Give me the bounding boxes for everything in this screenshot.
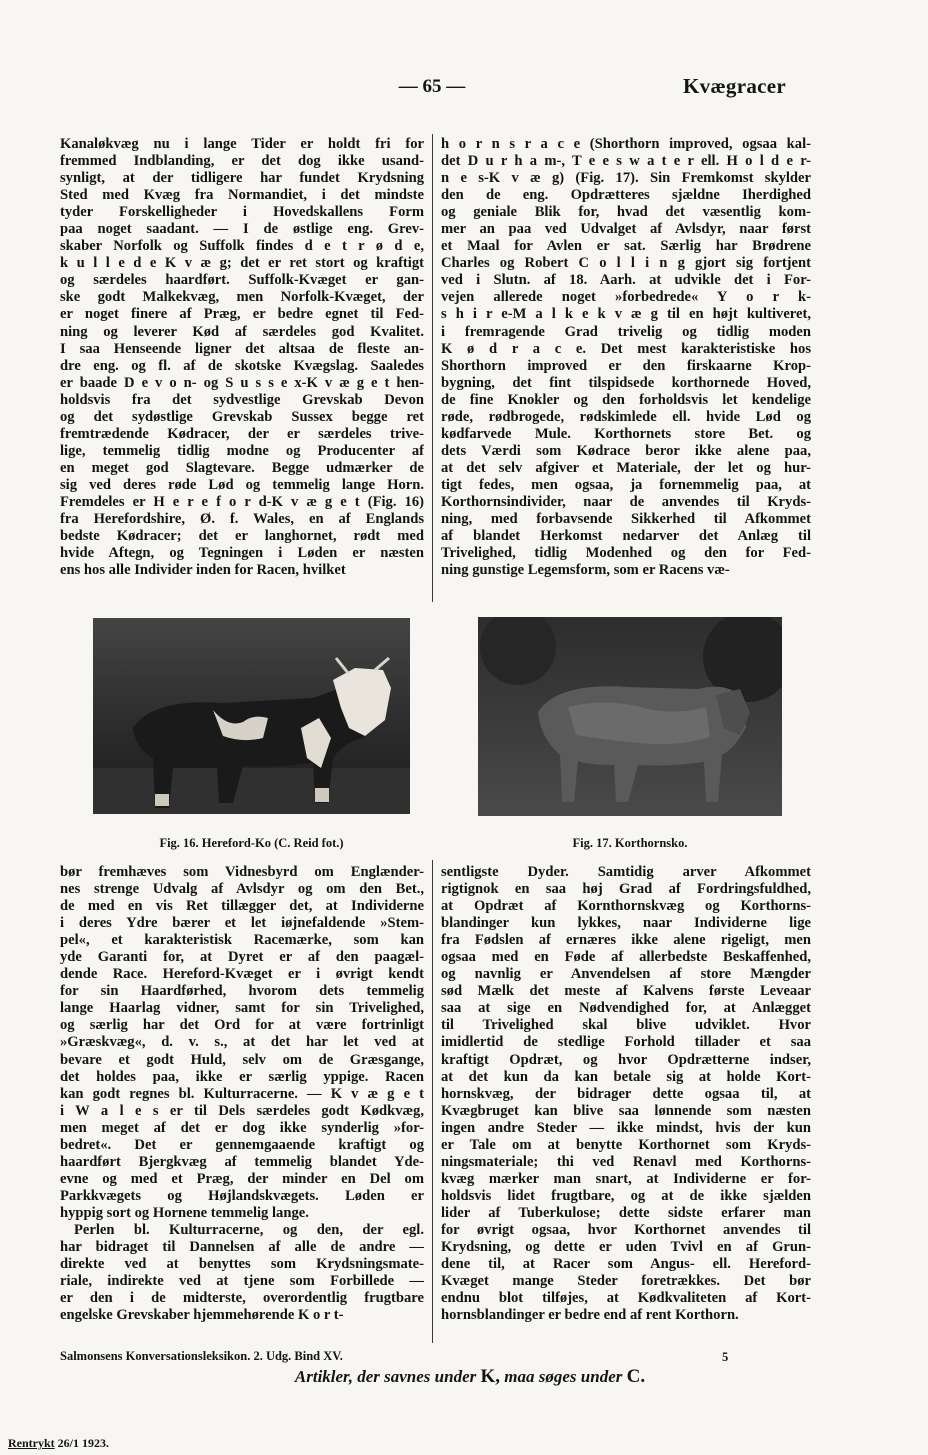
text-line: lange Haarlag vidner, samt for sin Trivelighed, xyxy=(60,1000,424,1017)
text-line: pel«, et karakteristisk Racemærke, som kan xyxy=(60,932,424,949)
text-line: Fremdeles er H e r e f o r d-K v æ g e t (Fig. 16) xyxy=(60,493,424,510)
text-line: fremmed Indblanding, er det dog ikke usand- xyxy=(60,153,424,170)
text-line: lider af Tuberkulose; dette sidste erfarer man xyxy=(441,1204,811,1221)
text-line: de med en vis Ret tillægger det, at Individerne xyxy=(60,898,424,915)
text-line: har bidraget til Dannelsen af alle de andre — xyxy=(60,1239,424,1256)
text-line: at det kun da kan betale sig at holde Kort- xyxy=(441,1068,811,1085)
text-line: ning gunstige Legemsform, som er Racens væ- xyxy=(441,562,730,579)
text-line: Kanaløkvæg nu i lange Tider er holdt fri for xyxy=(60,136,424,152)
text-line: og geniale Blik for, hvad det væsentlig kom- xyxy=(441,204,811,221)
text-line: for øvrigt ogsaa, hvor Korthornet anvendes til xyxy=(441,1221,811,1238)
figure-hereford-cow-photo xyxy=(93,618,410,814)
text-line: paa noget saadant. — I de østlige eng. Grev- xyxy=(60,221,424,238)
cross-reference-note xyxy=(200,1366,740,1388)
text-line: og særdeles haardført. Suffolk-Kvæget er gan- xyxy=(60,272,424,289)
text-line: Sted med Kvæg fra Normandiet, i det mindste xyxy=(60,187,424,204)
reprint-date: 26/1 1923. xyxy=(57,1436,110,1450)
text-line: og særlig har det Ord for at være fortrinligt xyxy=(60,1017,424,1034)
text-line: saa at sige en Nødvendighed for, at Anlægget xyxy=(441,1000,811,1017)
text-line: den de eng. Opdrætteres sjældne Iherdighed xyxy=(441,187,811,204)
text-line: til Trivelighed skal blive udviklet. Hvor xyxy=(441,1017,811,1034)
text-line: Trivelighed, tidlig Modenhed og den for Fed- xyxy=(441,545,811,562)
text-line: ning, med forbavsende Sikkerhed til Afkommet xyxy=(441,511,811,528)
text-line: ved i Slutn. af 18. Aarh. at udvikle det i For- xyxy=(441,272,811,289)
text-line: ning og leverer Kød af særdeles god Kvalitet. xyxy=(60,323,424,340)
text-line: k u l l e d e K v æ g; det er ret stort og kraftigt xyxy=(60,255,424,272)
text-line: bedret«. Det er gennemgaaende kraftigt og xyxy=(60,1136,424,1153)
text-line: fra Herefordshire, Ø. f. Wales, en af Englands xyxy=(60,511,424,528)
text-line: de fine Knokler og den forholdsvis let kendelige xyxy=(441,391,811,408)
text-line: en meget god Slagtevare. Begge udmærker de xyxy=(60,459,424,476)
text-line: er noget finere af Præg, er bedre egnet til Fed- xyxy=(60,306,424,323)
column-left-top xyxy=(60,136,424,579)
text-line: i deres Ydre bærer et let iøjnefaldende »Stem- xyxy=(60,915,424,932)
signature-mark: 5 xyxy=(722,1350,729,1364)
text-line: fra Fødslen af ernæres ikke alene rigeligt, men xyxy=(441,932,811,949)
text-line: direkte ved at benyttes som Krydsningsmate- xyxy=(60,1256,424,1273)
text-line: dene til, at Racer som Angus- ell. Hereford- xyxy=(441,1256,811,1273)
figure-shorthorn-cow-photo xyxy=(478,617,782,816)
reprint-label: Rentrykt xyxy=(8,1436,55,1450)
note-letter-c: C. xyxy=(626,1366,646,1387)
text-line: bygning, det fint tilspidsede korthornede Hoved, xyxy=(441,374,811,391)
text-line: kan godt regnes bl. Kulturracerne. — K v æ g e t xyxy=(60,1085,424,1102)
text-line: riale, indirekte ved at tjene som Forbillede — xyxy=(60,1273,424,1290)
text-line: Perlen bl. Kulturracerne, og den, der egl. xyxy=(74,1221,424,1238)
text-line: ske godt Malkekvæg, men Norfolk-Kvæget, der xyxy=(60,289,424,306)
text-line: nes strenge Udvalg af Avlsdyr og om den Bet., xyxy=(60,881,424,898)
running-title: Kvægracer xyxy=(683,74,786,98)
text-line: og navnlig er Anvendelsen af store Mængder xyxy=(441,966,811,983)
page-number: — 65 — xyxy=(398,76,466,97)
text-line: yde Garanti for, at Dyret er af den paagæl- xyxy=(60,949,424,966)
text-line: er baade D e v o n- og S u s s e x-K v æ g e t hen- xyxy=(60,374,424,391)
text-line: Krydsning, og dette er uden Tvivl en af Grun- xyxy=(441,1239,811,1256)
text-line: tyder Forskelligheder i Hovedskallens Form xyxy=(60,204,424,221)
text-line: fremtrædende Kødracer, der er særdeles trive- xyxy=(60,425,424,442)
column-right-top xyxy=(441,136,811,579)
text-line: »Græskvæg«, d. v. s., at det har let ved at xyxy=(60,1034,424,1051)
text-line: engelske Grevskaber hjemmehørende K o r t- xyxy=(60,1307,344,1324)
text-line: at det selv afgiver et Materiale, der let og hur- xyxy=(441,459,811,476)
text-line: holdsvis fra det sydvestlige Grevskab Devon xyxy=(60,391,424,408)
note-letter-k: K, xyxy=(480,1366,501,1387)
text-line: røde, rødbrogede, rødskimlede ell. hvide Lød og xyxy=(441,408,811,425)
text-line: lige, temmelig tidlig modne og Producenter af xyxy=(60,442,424,459)
text-line: ogsaa med en Føde af allerbedste Beskaffenhed, xyxy=(441,949,811,966)
text-line: sød Mælk det meste af Kalvens første Leveaar xyxy=(441,983,811,1000)
text-line: vejen allerede noget »forbedrede« Y o r k- xyxy=(441,289,811,306)
text-line: Parkkvægets og Højlandskvægets. Løden er xyxy=(60,1187,424,1204)
text-line: i fremragende Grad trivelig og tidlig moden xyxy=(441,323,811,340)
text-line: er Tale om at benytte Korthornet som Kryds- xyxy=(441,1136,811,1153)
text-line: evne og med et Præg, der minder en Del om xyxy=(60,1170,424,1187)
text-line: hornskvæg, der bidrager dette ogsaa til, at xyxy=(441,1085,811,1102)
publication-line: Salmonsens Konversationsleksikon. 2. Udg. Bind XV. xyxy=(60,1349,343,1363)
text-line: n e s-K v æ g) (Fig. 17). Sin Fremkomst skylder xyxy=(441,170,811,187)
text-line: et Maal for Avlen er sat. Særlig har Brødrene xyxy=(441,238,811,255)
text-line: hyppig sort og Hornene temmelig lange. xyxy=(60,1204,309,1221)
text-line: kødfarvede Mule. Korthornets store Bet. og xyxy=(441,425,811,442)
text-line: endnu blot tilføjes, at Kødkvaliteten af Kort- xyxy=(441,1290,811,1307)
text-line: haardført Bjergkvæg af temmelig blandet Yde- xyxy=(60,1153,424,1170)
text-line: dende Race. Hereford-Kvæget er i øvrigt kendt xyxy=(60,966,424,983)
text-line: h o r n s r a c e (Shorthorn improved, ogsaa kal- xyxy=(441,136,811,152)
text-line: I saa Henseende ligner det altsaa de fleste an- xyxy=(60,340,424,357)
text-line: dets Værdi som Kødrace beror ikke alene paa, xyxy=(441,442,811,459)
text-line: sentligste Dyder. Samtidig arver Afkommet xyxy=(441,864,811,880)
column-rule-bottom xyxy=(432,860,433,1343)
text-line: Shorthorn improved er den firskaarne Krop- xyxy=(441,357,811,374)
column-rule-top xyxy=(432,134,433,602)
text-line: dre eng. og fl. af de skotske Kvægslag. Saaledes xyxy=(60,357,424,374)
text-line: ens hos alle Individer inden for Racen, hvilket xyxy=(60,562,346,579)
text-line: men meget af det er dog ikke synderlig »for- xyxy=(60,1119,424,1136)
figure-16-caption: Fig. 16. Hereford-Ko (C. Reid fot.) xyxy=(159,836,344,850)
text-line: Korthornsindivider, naar de anvendes til Kryds- xyxy=(441,493,811,510)
text-line: det D u r h a m-, T e e s w a t e r ell. H o l d e r- xyxy=(441,153,811,170)
text-line: og det sydøstlige Grevskab Sussex begge ret xyxy=(60,408,424,425)
text-line: kraftigt Opdræt, og hvor Opdrætterne indser, xyxy=(441,1051,811,1068)
text-line: Kvæget mange Steder foretrækkes. Det bør xyxy=(441,1273,811,1290)
text-line: Charles og Robert C o l l i n g gjort sig fortjent xyxy=(441,255,811,272)
text-line: tigt fedes, men ogsaa, ja fornemmelig paa, at xyxy=(441,476,811,493)
text-line: i W a l e s er til Dels særdeles godt Kødkvæg, xyxy=(60,1102,424,1119)
text-line: imidlertid de stedlige Forhold tillader et saa xyxy=(441,1034,811,1051)
text-line: sig ved deres røde Lød og temmelig lange Horn. xyxy=(60,476,424,493)
text-line: blandinger kun lykkes, naar Individerne lige xyxy=(441,915,811,932)
text-line: kvæg mærker man snart, at Individerne er for- xyxy=(441,1170,811,1187)
figure-17-caption: Fig. 17. Korthornsko. xyxy=(572,836,688,850)
text-line: synligt, at der tidligere har fundet Krydsning xyxy=(60,170,424,187)
text-line: bevare et godt Huld, selv om de Græsgange, xyxy=(60,1051,424,1068)
text-line: bør fremhæves som Vidnesbyrd om Englænder- xyxy=(60,864,424,880)
text-line: hvide Aftegn, og Tegningen i Løden er næsten xyxy=(60,545,424,562)
text-line: K ø d r a c e. Det mest karakteristiske hos xyxy=(441,340,811,357)
note-middle: maa søges under xyxy=(504,1367,623,1386)
text-line: ningsmateriale; thi ved Renavl med Korthorns- xyxy=(441,1153,811,1170)
text-line: det holdes paa, ikke er særlig yppige. Racen xyxy=(60,1068,424,1085)
text-line: mer an paa ved Udvalget af Avlsdyr, naar først xyxy=(441,221,811,238)
text-line: holdsvis lidet frugtbare, og at de ikke sjælden xyxy=(441,1187,811,1204)
text-line: s h i r e-M a l k e k v æ g til en højt kultiveret, xyxy=(441,306,811,323)
reprint-stamp xyxy=(8,1436,109,1451)
text-line: bedste Kødracer; det er langhornet, rødt med xyxy=(60,528,424,545)
text-line: af blandet Herkomst nedarver det Anlæg til xyxy=(441,528,811,545)
text-line: er den i de midterste, overordentlig frugtbare xyxy=(60,1290,424,1307)
note-before: Artikler, der savnes under xyxy=(294,1367,477,1386)
text-line: at Opdræt af Kornthornskvæg og Korthorns- xyxy=(441,898,811,915)
text-line: hornsblandinger er bedre end af rent Korthorn. xyxy=(441,1307,739,1324)
column-right-bottom xyxy=(441,864,811,1324)
text-line: ingen andre Steder — ikke mindst, hvis der kun xyxy=(441,1119,811,1136)
text-line: skaber Norfolk og Suffolk findes d e t r ø d e, xyxy=(60,238,424,255)
text-line: for sin Haardførhed, hvorom dets temmelig xyxy=(60,983,424,1000)
column-left-bottom xyxy=(60,864,424,1324)
text-line: Kvægbruget kan blive saa lønnende som næsten xyxy=(441,1102,811,1119)
text-line: rigtignok en saa høj Grad af Fordringsfuldhed, xyxy=(441,881,811,898)
